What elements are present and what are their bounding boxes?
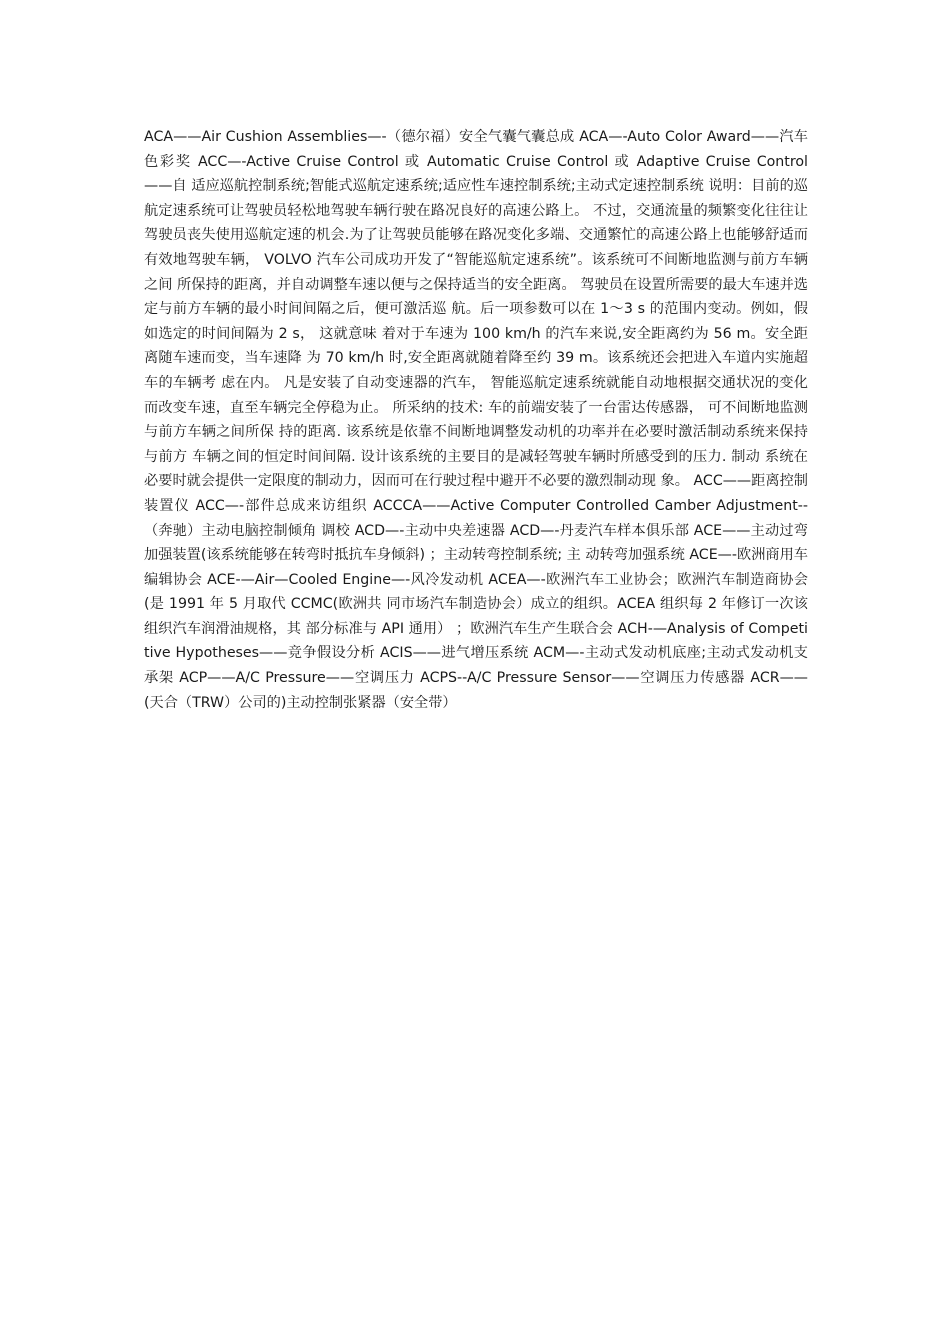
document-body-text: ACA——Air Cushion Assemblies—-（德尔福）安全气囊气囊总成 ACA—-Auto Color Award——汽车色彩奖 ACC—-Active Cruise Control 或 Automatic Cruise Control 或 Adaptive Cruise Control——自 适应巡航控制系统;智能式巡航定速系统;适应性车速控制系统;主动式定速控制系统 说明：目前的巡航定速系统可让驾驶员轻松地驾驶车辆行驶在路况良好的高速公路上。 不过，交通流量的频繁变化往往让驾驶员丧失使用巡航定速的机会.为了让驾驶员能够在路况变化多端、交通繁忙的高速公路上也能够舒适而有效地驾驶车辆， VOLVO 汽车公司成功开发了“智能巡航定速系统”。该系统可不间断地监测与前方车辆之间 所保持的距离，并自动调整车速以便与之保持适当的安全距离。 驾驶员在设置所需要的最大车速并选定与前方车辆的最小时间间隔之后，便可激活巡 航。后一项参数可以在 1～3 s 的范围内变动。例如，假如选定的时间间隔为 2 s， 这就意味 着对于车速为 100 km/h 的汽车来说,安全距离约为 56 m。安全距离随车速而变，当车速降 为 70 km/h 时,安全距离就随着降至约 39 m。该系统还会把进入车道内实施超车的车辆考 虑在内。 凡是安装了自动变速器的汽车， 智能巡航定速系统就能自动地根据交通状况的变化 而改变车速，直至车辆完全停稳为止。 所采纳的技术: 车的前端安装了一台雷达传感器， 可不间断地监测与前方车辆之间所保 持的距离. 该系统是依靠不间断地调整发动机的功率并在必要时激活制动系统来保持与前方 车辆之间的恒定时间间隔. 设计该系统的主要目的是减轻驾驶车辆时所感受到的压力. 制动 系统在必要时就会提供一定限度的制动力，因而可在行驶过程中避开不必要的激烈制动现 象。 ACC——距离控制装置仪 ACC—-部件总成来访组织 ACCCA——Active Computer Controlled Camber Adjustment--（奔驰）主动电脑控制倾角 调校 ACD—-主动中央差速器 ACD—-丹麦汽车样本俱乐部 ACE——主动过弯加强装置(该系统能够在转弯时抵抗车身倾斜) ；主动转弯控制系统; 主 动转弯加强系统 ACE—-欧洲商用车编辑协会 ACE-—Air—Cooled Engine—-风冷发动机 ACEA—-欧洲汽车工业协会；欧洲汽车制造商协会(是 1991 年 5 月取代 CCMC(欧洲共 同市场汽车制造协会）成立的组织。ACEA 组织每 2 年修订一次该组织汽车润滑油规格，其 部分标准与 API 通用） ；欧洲汽车生产生联合会 ACH-—Analysis of Competitive Hypotheses——竞争假设分析 ACIS——进气增压系统 ACM—-主动式发动机底座;主动式发动机支承架 ACP——A/C Pressure——空调压力 ACPS--A/C Pressure Sensor——空调压力传感器 ACR——(天合（TRW）公司的)主动控制张紧器（安全带） [144,129,808,711]
